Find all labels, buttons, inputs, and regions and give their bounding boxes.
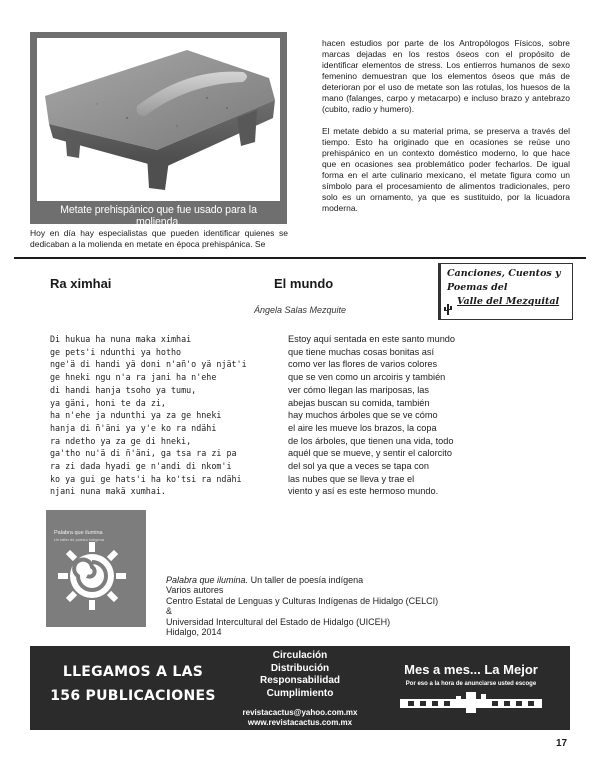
banner-left-line-1: LLEGAMOS A LAS	[62, 664, 204, 680]
poem-title-spanish: El mundo	[274, 276, 334, 291]
section-logo-text	[447, 267, 561, 309]
footer-banner	[30, 646, 570, 730]
banner-email-link[interactable]: revistacactus@yahoo.com.mx	[242, 708, 358, 717]
banner-website-link[interactable]: www.revistacactus.com.mx	[247, 718, 353, 727]
logo-line-1: Canciones, Cuentos y	[447, 268, 561, 279]
book-info-title: Palabra que ilumina.	[166, 575, 249, 585]
poem-text-hnahnu: Di hukua ha nuna maka ximhai ge pets'i ndunthi ya hotho nge'ä di handi yä doni n'añ'o yä njät'i ge hneki ngu n'a ra jani ha n'ehe di handi hanja tsoho ya tumu, ya gäni, honi te da zi, ha n'ehe ja ndunthi ya za ge hneki hanja di ñ'äni ya y'e ko ra ndähi ra ndetho ya za ge di hneki, ga'tho nu'ä di ñ'äni, ga tsa ra zi pa ra zi dada hyadi ge n'andi di nkom'i ko ya gui ge hats'i ha ko'tsi ra ndähi njani nuna makä xumhai.	[50, 334, 247, 497]
book-cover-title: Palabra que ilumina	[54, 530, 103, 536]
poem-author: Ángela Salas Mezquite	[253, 305, 347, 315]
banner-mid-2: Distribución	[270, 662, 330, 674]
book-info-title-line	[166, 575, 438, 585]
banner-right-title: Mes a mes... La Mejor	[404, 662, 538, 677]
article-paragraph-1: hacen estudios por parte de los Antropólogos Físicos, sobre marcas dejadas en los restos óseos con el propósito de identificar elementos de stress. Los entierros humanos de sexo femenino demuestran que los elementos óseos que más de deterioran por el uso de metate son las rotulas, los huesos de la mano (falanges, carpo y metacarpo) e incluso brazo y antebrazo (cubito, radio y humero).	[322, 38, 570, 114]
banner-mid-1: Circulación	[272, 650, 328, 661]
banner-values	[218, 650, 382, 728]
book-info-place-year: Hidalgo, 2014	[166, 627, 222, 638]
logo-line-3: Valle del Mezquital	[457, 296, 560, 307]
banner-publications	[48, 660, 218, 708]
below-photo-text: Hoy en día hay especialistas que pueden identificar quienes se dedicaban a la molienda en metate en época prehispánica. Se	[30, 228, 288, 249]
article-paragraph-2: El metate debido a su material prima, se preserva a través del tiempo. Esto ha originado que en ocasiones se reúse uno prehispánico en un contexto doméstico moderno, lo que hace que en ocasiones sea problemático poder fecharlos. De igual forma en el arte culinario mexicano, el metate figura como un símbolo para el procesamiento de alimentos tradicionales, pero solo es un ornamento, ya que es sustituido, por la licuadora moderna.	[322, 126, 570, 213]
banner-slogan	[382, 662, 560, 713]
book-cover-subtitle: Un taller de poesía indígena	[54, 537, 105, 542]
book-info	[166, 575, 438, 637]
book-info-authors: Varios autores	[166, 585, 224, 596]
book-cover	[46, 510, 146, 627]
metate-image	[37, 38, 280, 201]
book-info-publisher-1: Centro Estatal de Lenguas y Culturas Indígenas de Hidalgo (CELCI)	[166, 595, 439, 606]
photo-caption: Metate prehispánico que fue usado para la molienda.	[60, 204, 257, 228]
banner-mid-4: Cumplimiento	[266, 687, 334, 699]
section-divider	[14, 257, 586, 259]
banner-left-line-2: 156 PUBLICACIONES	[50, 688, 216, 704]
article-right-column	[322, 38, 570, 214]
cactus-logo-icon	[396, 691, 546, 713]
book-info-ampersand: &	[166, 606, 173, 617]
metate-photo-frame	[30, 32, 287, 228]
banner-right-subtitle: Por eso a la hora de anunciarse usted escoge	[405, 681, 537, 687]
poem-title-hnahnu: Ra ximhai	[50, 276, 112, 291]
metate-photo	[37, 38, 280, 201]
logo-line-2: Poemas del	[447, 282, 508, 293]
book-info-publisher-2: Universidad Intercultural del Estado de Hidalgo (UICEH)	[166, 616, 391, 627]
book-info-title-rest: Un taller de poesía indígena	[248, 575, 364, 585]
poem-text-spanish: Estoy aquí sentada en este santo mundo que tiene muchas cosas bonitas así como ver las flores de varios colores que se ven como un arcoiris y también ver cómo llegan las mariposas, las abejas buscan su comida, también hay muchos árboles que se ve cómo el aire les mueve los brazos, la copa de los árboles, que tienen una vida, todo aquél que se mueve, y sentir el calorcito del sol ya que a veces se tapa con las nubes que se lleva y trae el viento y así es este hermoso mundo.	[288, 334, 456, 497]
page-number: 17	[556, 738, 568, 749]
spiral-sun-icon	[46, 510, 146, 627]
banner-mid-3: Responsabilidad	[259, 675, 340, 686]
